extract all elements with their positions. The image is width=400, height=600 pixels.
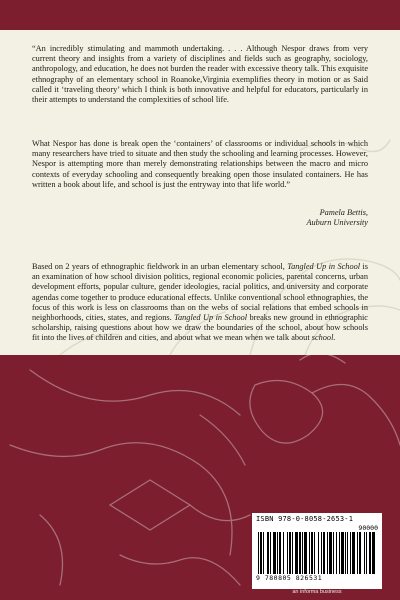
- barcode-bar: [289, 532, 291, 574]
- description-part-2: is an examination of how school division politics, regional economic policies, parental concerns, urban development efforts, popular culture, gender ideologies, racial politics, and university and corporate agendas come together to produce educational effects. Unlike conventional school ethnographies, the focus of this work is less on classrooms than on the webs of social relations that embed schools in neighborhoods, cities, states, and regions.: [32, 262, 368, 323]
- barcode-bar: [364, 532, 365, 574]
- barcode-bar: [369, 532, 371, 574]
- barcode-bar: [283, 532, 284, 574]
- book-description: [32, 262, 368, 344]
- description-paragraph: [32, 262, 368, 344]
- barcode-bar: [302, 532, 303, 574]
- barcode-bar: [299, 532, 301, 574]
- barcode-bar: [333, 532, 334, 574]
- publisher-tagline: an informa business: [292, 589, 342, 595]
- barcode-bar: [309, 532, 310, 574]
- quote-2-text: What Nespor has done is break open the ‘containers’ of classrooms or individual schools in which many researchers have tried to situate and then study the schooling and learning processes. However, Nespor is attempting more than merely demonstrating relationships between the macro and micro contexts of everyday schooling and consequently breaking open those insulated containers. He has written a book about life, and school is just the entryway into that life world.”: [32, 139, 368, 189]
- barcode-bar: [318, 532, 319, 574]
- book-title-ref-2: Tangled Up in School: [174, 313, 248, 323]
- quote-1-text: “An incredibly stimulating and mammoth undertaking. . . . Although Nespor draws from very current theory and insights from a variety of disciplines and fields such as geography, sociology, anthropology, and education, he does not burden the reader with excessive theory talk. This exquisite ethnography of an elementary school in Roanoke,Virginia exemplifies theory in motion or as Said called it ‘traveling theory’ which I think is both innovative and helpful for educators, particularly in their attempts to understand the complexities of school life.: [32, 44, 368, 105]
- isbn-label: ISBN 978-0-8058-2653-1: [256, 515, 354, 523]
- barcode-bar: [323, 532, 325, 574]
- barcode-bar: [352, 532, 355, 574]
- endorsement-quote-1: [32, 44, 368, 105]
- barcode-bar: [279, 532, 281, 574]
- barcode-bars: [258, 532, 376, 574]
- barcode-bar: [260, 532, 262, 574]
- barcode-bar: [311, 532, 313, 574]
- barcode-bar: [292, 532, 293, 574]
- barcode-bar: [366, 532, 367, 574]
- endorsement-quote-2: [32, 139, 368, 190]
- barcode-bar: [295, 532, 298, 574]
- barcode-bar: [273, 532, 276, 574]
- barcode-bar: [304, 532, 307, 574]
- barcode-bar: [258, 532, 259, 574]
- description-part-1: Based on 2 years of ethnographic fieldwork in an urban elementary school,: [32, 262, 288, 271]
- attribution-name: Pamela Bettis,: [319, 208, 368, 217]
- barcode-bar: [329, 532, 332, 574]
- barcode-bar: [321, 532, 322, 574]
- top-maroon-band: [0, 0, 400, 30]
- barcode-bar: [287, 532, 288, 574]
- attribution-affiliation: Auburn University: [306, 218, 368, 228]
- barcode-box: [252, 513, 382, 589]
- barcode-bar: [277, 532, 278, 574]
- barcode-bar: [267, 532, 269, 574]
- barcode-bar: [339, 532, 340, 574]
- barcode-bar: [347, 532, 348, 574]
- barcode-bar: [263, 532, 264, 574]
- book-title-ref-1: Tangled Up in School: [287, 262, 361, 271]
- barcode-bar: [314, 532, 315, 574]
- barcode-bar: [327, 532, 328, 574]
- price-code: 90000: [358, 524, 378, 532]
- description-final-word: school.: [311, 333, 336, 343]
- barcode-bar: [336, 532, 337, 574]
- barcode-bar: [350, 532, 351, 574]
- description-part-3: breaks new ground in ethnographic scholarship, raising questions about how we draw the boundaries of the school, about how schools fit into the lives of children and cities, and about what we mean when we talk about: [32, 313, 368, 343]
- barcode-bar: [372, 532, 375, 574]
- barcode-bar: [357, 532, 358, 574]
- barcode-bar: [270, 532, 271, 574]
- quote-attribution: [306, 208, 368, 228]
- barcode-number: 9 780805 826531: [256, 574, 323, 582]
- barcode-bar: [341, 532, 344, 574]
- barcode-bar: [359, 532, 361, 574]
- barcode-bar: [345, 532, 346, 574]
